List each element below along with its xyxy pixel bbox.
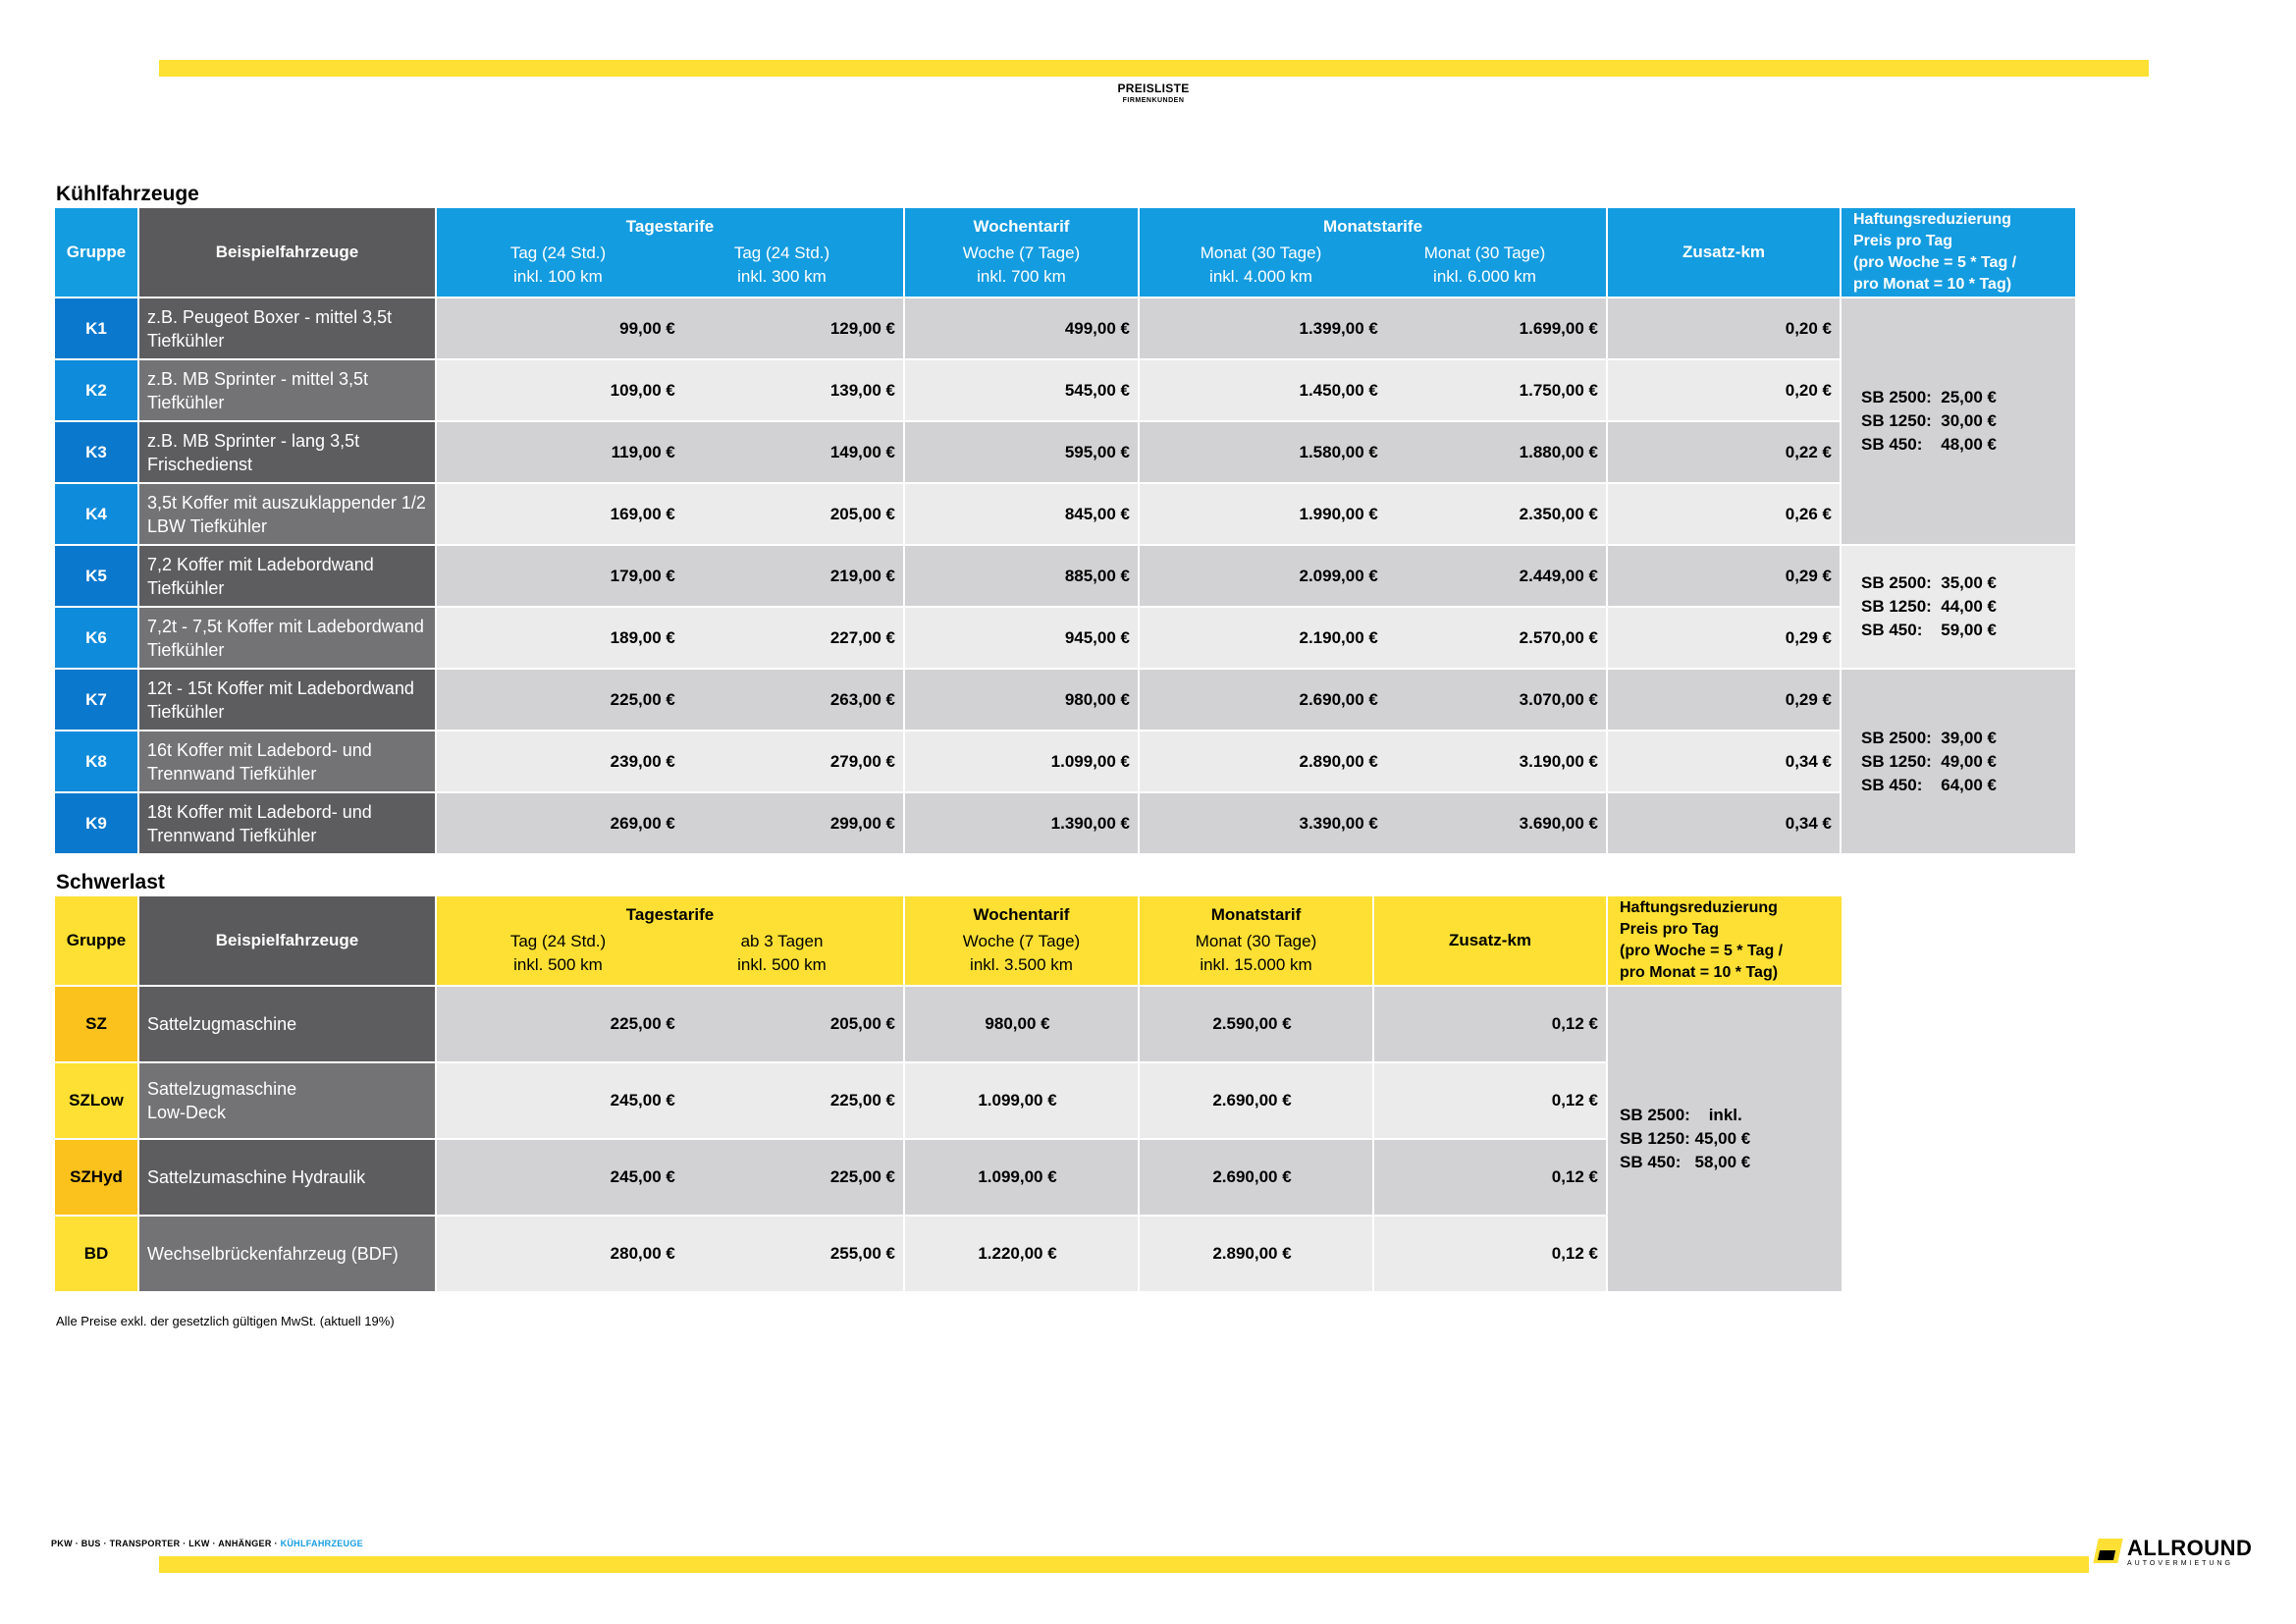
kuehl-header-row [54,207,2076,298]
monatstarif-cell: 1.580,00 € 1.880,00 € [1139,421,1607,483]
haftungsreduzierung-cell: SB 2500: 25,00 € SB 1250: 30,00 € SB 450: 48,00 € [1841,298,2076,545]
bottom-accent-bar [159,1556,2089,1573]
monatstarif-1: Monat (30 Tage) inkl. 4.000 km [1200,243,1322,286]
col-header-gruppe: Gruppe [54,207,138,298]
wochentarif-cell: 1.099,00 € [904,1139,1139,1216]
monatstarif-cell: 2.690,00 € 3.070,00 € [1139,669,1607,731]
wochentarif-cell: 980,00 € [904,669,1139,731]
tagestarif-cell: 269,00 € 299,00 € [436,792,904,854]
tagestarif-cell: 109,00 € 139,00 € [436,359,904,421]
example-vehicle-cell: 7,2t - 7,5t Koffer mit Ladebordwand Tiefkühler [138,607,436,669]
logo-wordmark: ALLROUND [2127,1536,2253,1560]
tagestarif-cell: 119,00 € 149,00 € [436,421,904,483]
example-vehicle-cell: z.B. Peugeot Boxer - mittel 3,5t Tiefkühler [138,298,436,359]
schwer-price-table [53,894,1843,1293]
table-row [54,607,2076,669]
monatstarif-cell: 1.399,00 € 1.699,00 € [1139,298,1607,359]
col-header-beispielfahrzeuge: Beispielfahrzeuge [138,207,436,298]
wochentarif-cell: 845,00 € [904,483,1139,545]
haftungsreduzierung-cell: SB 2500: 39,00 € SB 1250: 49,00 € SB 450: 64,00 € [1841,669,2076,854]
col-header-haftungsreduzierung: Haftungsreduzierung Preis pro Tag (pro Woche = 5 * Tag / pro Monat = 10 * Tag) [1607,895,1842,986]
top-accent-bar [159,60,2149,77]
group-code-cell: K9 [54,792,138,854]
logo-mark-icon [2093,1539,2122,1563]
example-vehicle-cell: 3,5t Koffer mit auszuklappender 1/2 LBW Tiefkühler [138,483,436,545]
group-code-cell: BD [54,1216,138,1292]
group-code-cell: K8 [54,731,138,792]
monatstarif-cell: 2.590,00 € [1139,986,1373,1062]
example-vehicle-cell: Sattelzumaschine Hydraulik [138,1139,436,1216]
monatstarif-cell: 2.190,00 € 2.570,00 € [1139,607,1607,669]
wochentarif-cell: 1.390,00 € [904,792,1139,854]
example-vehicle-cell: Wechselbrückenfahrzeug (BDF) [138,1216,436,1292]
monatstarif-1: Monat (30 Tage) inkl. 15.000 km [1195,931,1317,974]
table-row [54,1216,1842,1292]
footnote-mwst: Alle Preise exkl. der gesetzlich gültigen MwSt. (aktuell 19%) [56,1314,395,1328]
monatstarif-2: Monat (30 Tage) inkl. 6.000 km [1423,243,1546,286]
zusatz-km-cell: 0,34 € [1607,731,1841,792]
tagestarif-cell: 99,00 € 129,00 € [436,298,904,359]
zusatz-km-cell: 0,12 € [1373,1062,1607,1139]
table-row [54,1139,1842,1216]
col-header-haftungsreduzierung: Haftungsreduzierung Preis pro Tag (pro Woche = 5 * Tag / pro Monat = 10 * Tag) [1841,207,2076,298]
section-title-kuehl: Kühlfahrzeuge [56,183,199,205]
tagestarif-2: ab 3 Tagen inkl. 500 km [737,931,827,974]
zusatz-km-cell: 0,12 € [1373,986,1607,1062]
monatstarif-cell: 2.890,00 € [1139,1216,1373,1292]
example-vehicle-cell: 12t - 15t Koffer mit Ladebordwand Tiefkühler [138,669,436,731]
haftungsreduzierung-cell: SB 2500: inkl. SB 1250: 45,00 € SB 450: 58,00 € [1607,986,1842,1292]
wochentarif-1: Woche (7 Tage) inkl. 3.500 km [962,931,1081,974]
tagestarif-cell: 245,00 € 225,00 € [436,1139,904,1216]
monatstarif-cell: 2.690,00 € [1139,1062,1373,1139]
monatstarif-label: Monatstarif [1210,904,1302,924]
monatstarif-cell: 2.690,00 € [1139,1139,1373,1216]
group-code-cell: SZLow [54,1062,138,1139]
zusatz-km-cell: 0,29 € [1607,607,1841,669]
example-vehicle-cell: 18t Koffer mit Ladebord- und Trennwand Tiefkühler [138,792,436,854]
col-header-tagestarife [436,895,904,986]
col-header-tagestarife [436,207,904,298]
monatstarif-cell: 3.390,00 € 3.690,00 € [1139,792,1607,854]
table-row [54,986,1842,1062]
tagestarife-label: Tagestarife [625,904,715,924]
wochentarif-cell: 1.099,00 € [904,1062,1139,1139]
col-header-monatstarif [1139,895,1373,986]
tagestarife-label: Tagestarife [625,216,715,236]
zusatz-km-cell: 0,29 € [1607,545,1841,607]
col-header-wochentarif [904,895,1139,986]
col-header-gruppe: Gruppe [54,895,138,986]
wochentarif-cell: 1.220,00 € [904,1216,1139,1292]
example-vehicle-cell: 16t Koffer mit Ladebord- und Trennwand Tiefkühler [138,731,436,792]
tagestarif-cell: 169,00 € 205,00 € [436,483,904,545]
allround-logo [2096,1536,2253,1571]
document-subtitle: FIRMENKUNDEN [1122,97,1185,104]
table-row [54,359,2076,421]
section-title-schwer: Schwerlast [56,871,165,893]
zusatz-km-cell: 0,20 € [1607,359,1841,421]
group-code-cell: K6 [54,607,138,669]
table-row [54,483,2076,545]
wochentarif-label: Wochentarif [973,216,1070,236]
group-code-cell: K4 [54,483,138,545]
zusatz-km-cell: 0,29 € [1607,669,1841,731]
haftungsreduzierung-cell: SB 2500: 35,00 € SB 1250: 44,00 € SB 450: 59,00 € [1841,545,2076,669]
table-row [54,421,2076,483]
table-row [54,545,2076,607]
col-header-wochentarif [904,207,1139,298]
tagestarif-cell: 179,00 € 219,00 € [436,545,904,607]
group-code-cell: K5 [54,545,138,607]
example-vehicle-cell: z.B. MB Sprinter - lang 3,5t Frischedienst [138,421,436,483]
zusatz-km-cell: 0,12 € [1373,1139,1607,1216]
wochentarif-cell: 595,00 € [904,421,1139,483]
group-code-cell: K2 [54,359,138,421]
monatstarife-label: Monatstarife [1322,216,1423,236]
monatstarif-cell: 1.450,00 € 1.750,00 € [1139,359,1607,421]
example-vehicle-cell: Sattelzugmaschine [138,986,436,1062]
monatstarif-cell: 2.890,00 € 3.190,00 € [1139,731,1607,792]
example-vehicle-cell: Sattelzugmaschine Low-Deck [138,1062,436,1139]
table-row [54,1062,1842,1139]
wochentarif-cell: 945,00 € [904,607,1139,669]
tagestarif-cell: 280,00 € 255,00 € [436,1216,904,1292]
wochentarif-cell: 545,00 € [904,359,1139,421]
wochentarif-cell: 885,00 € [904,545,1139,607]
group-code-cell: SZHyd [54,1139,138,1216]
table-row [54,792,2076,854]
footer-tagline: PKW · BUS · TRANSPORTER · LKW · ANHÄNGER · KÜHLFAHRZEUGE [51,1539,363,1548]
table-row [54,298,2076,359]
col-header-zusatz-km: Zusatz-km [1607,207,1841,298]
group-code-cell: K7 [54,669,138,731]
wochentarif-cell: 499,00 € [904,298,1139,359]
tagestarif-1: Tag (24 Std.) inkl. 100 km [509,243,607,286]
col-header-zusatz-km: Zusatz-km [1373,895,1607,986]
logo-subline: AUTOVERMIETUNG [2127,1560,2233,1567]
tagestarif-cell: 189,00 € 227,00 € [436,607,904,669]
tagestarif-cell: 239,00 € 279,00 € [436,731,904,792]
zusatz-km-cell: 0,26 € [1607,483,1841,545]
wochentarif-label: Wochentarif [973,904,1070,924]
group-code-cell: SZ [54,986,138,1062]
zusatz-km-cell: 0,20 € [1607,298,1841,359]
tagestarif-2: Tag (24 Std.) inkl. 300 km [733,243,830,286]
schwer-header-row [54,895,1842,986]
wochentarif-cell: 1.099,00 € [904,731,1139,792]
col-header-beispielfahrzeuge: Beispielfahrzeuge [138,895,436,986]
group-code-cell: K1 [54,298,138,359]
table-row [54,731,2076,792]
kuehl-price-table [53,206,2077,855]
zusatz-km-cell: 0,34 € [1607,792,1841,854]
monatstarif-cell: 2.099,00 € 2.449,00 € [1139,545,1607,607]
tagestarif-cell: 225,00 € 205,00 € [436,986,904,1062]
example-vehicle-cell: 7,2 Koffer mit Ladebordwand Tiefkühler [138,545,436,607]
zusatz-km-cell: 0,12 € [1373,1216,1607,1292]
tagestarif-cell: 245,00 € 225,00 € [436,1062,904,1139]
col-header-monatstarife [1139,207,1607,298]
tagestarif-cell: 225,00 € 263,00 € [436,669,904,731]
example-vehicle-cell: z.B. MB Sprinter - mittel 3,5t Tiefkühler [138,359,436,421]
wochentarif-1: Woche (7 Tage) inkl. 700 km [962,243,1081,286]
document-title: PREISLISTE [1117,81,1190,95]
wochentarif-cell: 980,00 € [904,986,1139,1062]
tagestarif-1: Tag (24 Std.) inkl. 500 km [509,931,607,974]
group-code-cell: K3 [54,421,138,483]
zusatz-km-cell: 0,22 € [1607,421,1841,483]
monatstarif-cell: 1.990,00 € 2.350,00 € [1139,483,1607,545]
table-row [54,669,2076,731]
